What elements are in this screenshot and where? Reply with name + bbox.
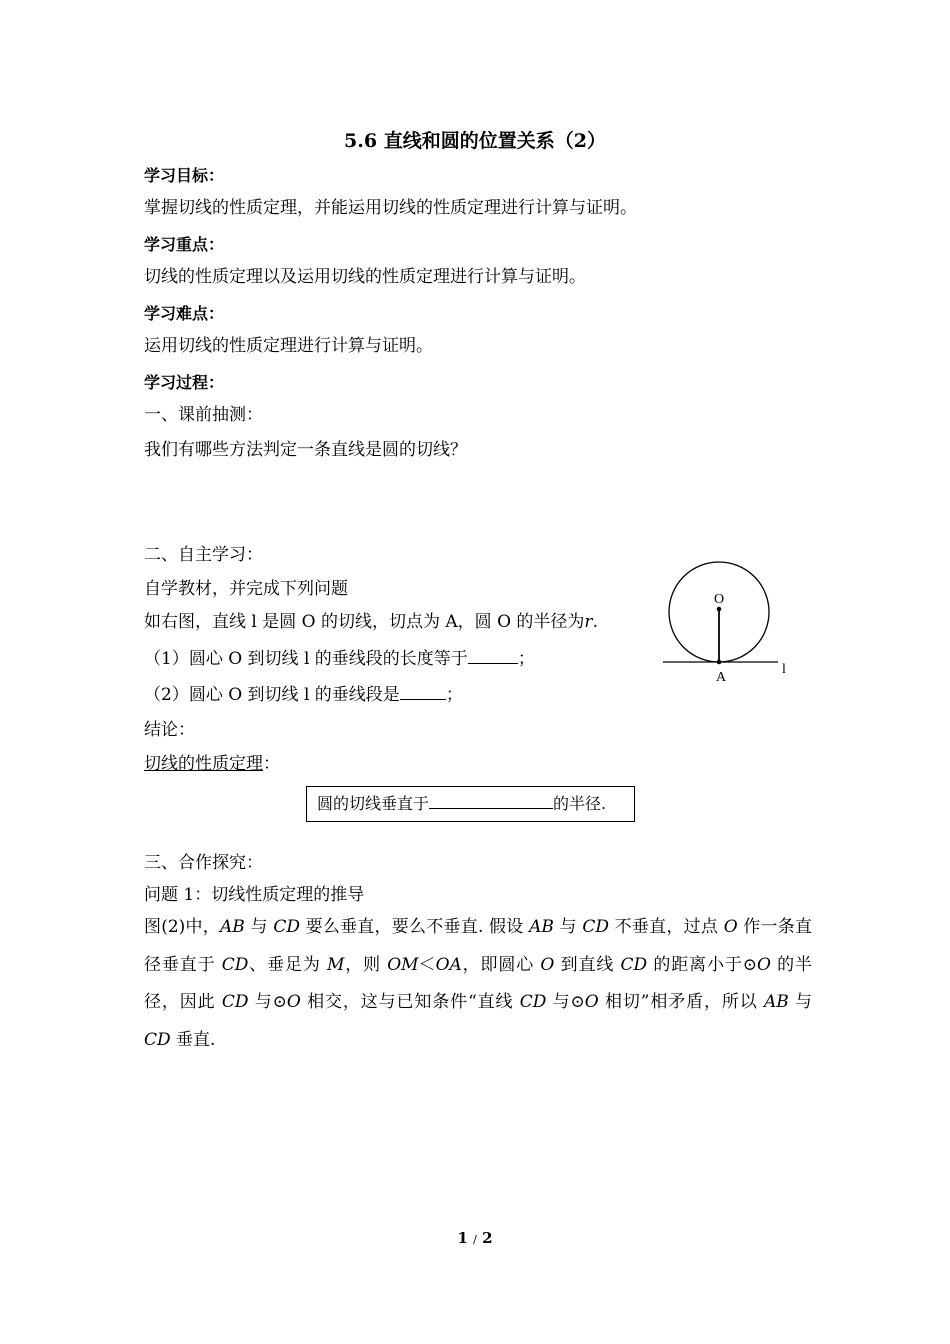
- math-symbol: M: [326, 954, 345, 975]
- given-prefix: 如右图，直线 l 是圆 O 的切线，切点为 A，圆 O 的半径为: [144, 612, 585, 632]
- proof-text: 要么垂直，要么不垂直. 假设: [299, 917, 530, 937]
- math-symbol: O: [286, 992, 301, 1012]
- proof-text: 的半径，因此: [144, 954, 813, 1012]
- proof-text: 垂直.: [170, 1029, 216, 1050]
- theorem-label: 切线的性质定理: [144, 754, 263, 774]
- proof-text: 与⊙: [248, 992, 287, 1012]
- math-symbol: AB: [220, 917, 245, 937]
- objectives-text: 掌握切线的性质定理，并能运用切线的性质定理进行计算与证明。: [144, 198, 637, 218]
- proof-text: ，则: [344, 954, 388, 975]
- question-1: [144, 648, 535, 670]
- problem-1-title: 问题 1：切线性质定理的推导: [144, 885, 365, 905]
- theorem-box-suffix: 的半径.: [553, 794, 607, 813]
- given-radius: r: [584, 612, 593, 632]
- proof-text: 相交，这与已知条件“直线: [300, 992, 520, 1012]
- answer-blank-2[interactable]: [400, 684, 446, 700]
- conclusion-label: 结论：: [144, 720, 195, 740]
- page-total: 2: [482, 1229, 493, 1247]
- proof-text: 的距离小于⊙: [647, 954, 757, 975]
- question-2: [144, 684, 463, 706]
- math-symbol: CD: [582, 917, 610, 937]
- question-1-end: ；: [517, 649, 535, 669]
- section2-given: [144, 611, 598, 633]
- key-points-text: 切线的性质定理以及运用切线的性质定理进行计算与证明。: [144, 267, 586, 287]
- proof-text: 与: [553, 917, 583, 937]
- page-title: 5.6 直线和圆的位置关系（2）: [344, 130, 606, 152]
- math-symbol: O: [756, 954, 771, 975]
- question-1-text: （1）圆心 O 到切线 l 的垂线段的长度等于: [144, 649, 468, 669]
- math-symbol: O: [540, 954, 555, 975]
- theorem-box-prefix: 圆的切线垂直于: [317, 794, 430, 813]
- answer-blank-1[interactable]: [468, 648, 518, 664]
- proof-text: 、垂足为: [248, 954, 327, 975]
- page-current: 1: [457, 1229, 468, 1247]
- given-suffix: .: [592, 612, 598, 632]
- proof-text: 与: [788, 992, 813, 1012]
- theorem-answer-blank[interactable]: [429, 792, 553, 809]
- label-o: O: [714, 592, 725, 607]
- tangent-figure: [660, 560, 800, 686]
- page-separator: /: [473, 1233, 477, 1246]
- math-symbol: O: [723, 917, 738, 937]
- label-l: l: [782, 662, 786, 677]
- theorem-colon: ：: [263, 754, 280, 774]
- math-symbol: CD: [221, 992, 249, 1012]
- tangent-point: [717, 660, 722, 665]
- math-symbol: CD: [519, 992, 547, 1012]
- math-symbol: CD: [221, 954, 249, 975]
- process-heading: 学习过程：: [144, 373, 225, 392]
- page-number: [0, 1229, 950, 1247]
- section2-intro: 自学教材，并完成下列问题: [144, 579, 348, 599]
- theorem-line: [144, 753, 280, 775]
- proof-text: 图(2)中，: [144, 917, 221, 937]
- theorem-box: [306, 786, 635, 822]
- proof-paragraph: [144, 909, 812, 1059]
- section1-title: 一、课前抽测：: [144, 405, 263, 425]
- label-a: A: [716, 670, 727, 685]
- proof-text: ＜: [418, 954, 436, 975]
- proof-text: 到直线: [554, 954, 621, 975]
- proof-text: 相切”相矛盾，所以: [598, 992, 764, 1012]
- math-symbol: CD: [144, 1029, 171, 1050]
- proof-text: 不垂直，过点: [609, 917, 724, 937]
- math-symbol: OM: [387, 954, 419, 975]
- proof-text: ，即圆心: [461, 954, 541, 975]
- math-symbol: CD: [273, 917, 300, 937]
- proof-text: 与: [244, 917, 274, 937]
- section3-title: 三、合作探究：: [144, 853, 263, 873]
- difficulties-heading: 学习难点：: [144, 304, 225, 323]
- math-symbol: OA: [435, 954, 462, 975]
- math-symbol: AB: [529, 917, 554, 937]
- proof-text: 与⊙: [546, 992, 585, 1012]
- math-symbol: AB: [763, 992, 789, 1012]
- proof-text: 作一条直径垂直于: [144, 917, 812, 975]
- math-symbol: O: [584, 992, 599, 1012]
- question-2-end: ；: [445, 685, 463, 705]
- key-points-heading: 学习重点：: [144, 235, 225, 254]
- question-2-text: （2）圆心 O 到切线 l 的垂线段是: [144, 685, 400, 705]
- section2-title: 二、自主学习：: [144, 545, 263, 565]
- math-symbol: CD: [620, 954, 648, 975]
- difficulties-text: 运用切线的性质定理进行计算与证明。: [144, 336, 433, 356]
- section1-question: 我们有哪些方法判定一条直线是圆的切线？: [144, 440, 467, 460]
- center-point: [717, 607, 722, 612]
- objectives-heading: 学习目标：: [144, 166, 225, 185]
